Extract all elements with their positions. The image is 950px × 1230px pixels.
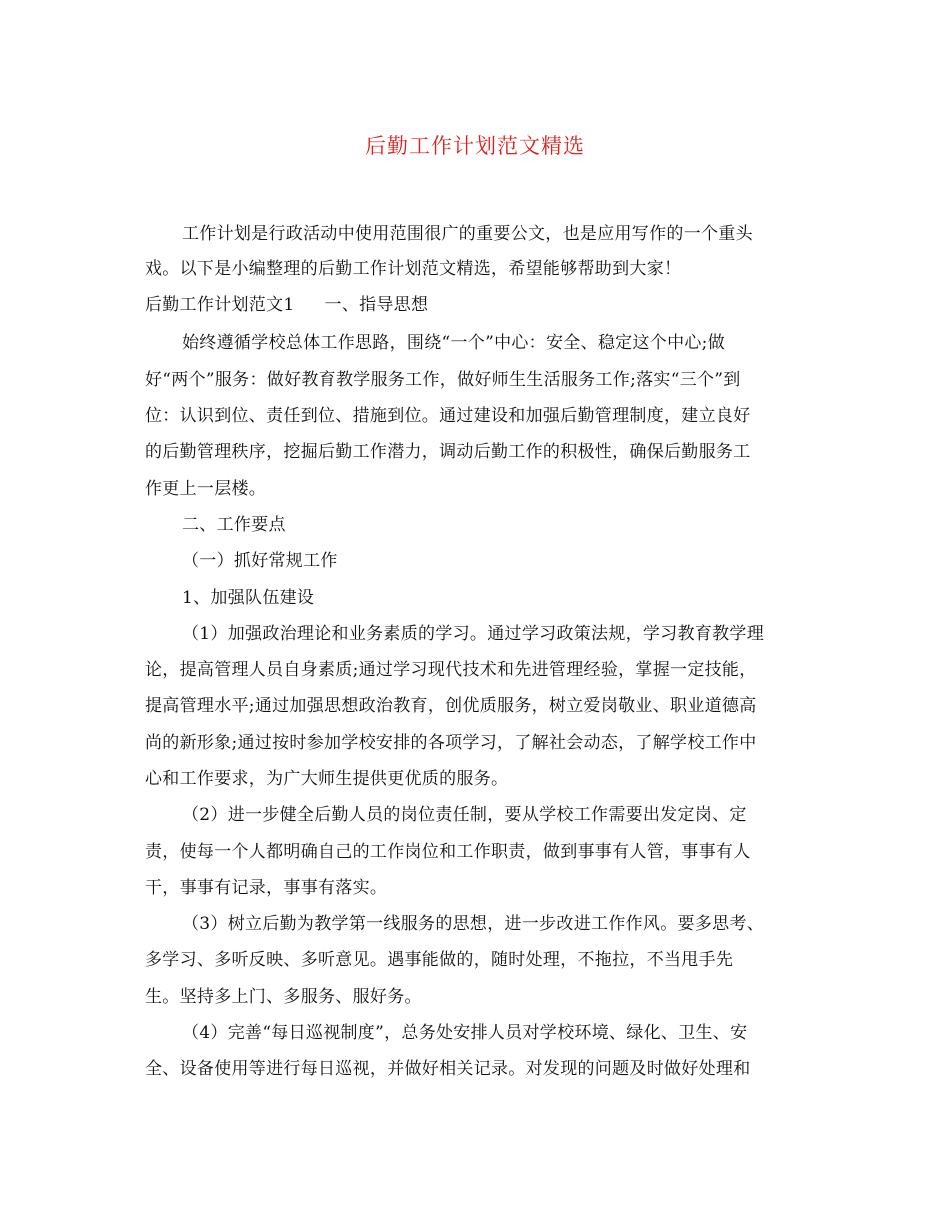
paragraph-line: 始终遵循学校总体工作思路，围绕“一个”中心：安全、稳定这个中心;做 — [182, 333, 726, 353]
paragraph-line: 尚的新形象;通过按时参加学校安排的各项学习，了解社会动态，了解学校工作中 — [145, 733, 757, 753]
paragraph-line: 作更上一层楼。 — [145, 479, 267, 499]
paragraph-line: （3）树立后勤为教学第一线服务的思想，进一步改进工作作风。要多思考、 — [182, 914, 765, 934]
paragraph-line: 多学习、多听反映、多听意见。遇事能做的，随时处理，不拖拉，不当甩手先 — [145, 950, 734, 970]
paragraph-line: 位：认识到位、责任到位、措施到位。通过建设和加强后勤管理制度，建立良好 — [145, 406, 751, 426]
section-heading: 二、工作要点 — [182, 515, 286, 535]
paragraph-line: 生。坚持多上门、多服务、服好务。 — [145, 987, 422, 1007]
paragraph-line: 提高管理水平;通过加强思想政治教育，创优质服务，树立爱岗敬业、职业道德高 — [145, 696, 757, 716]
paragraph-line: 好“两个”服务：做好教育教学服务工作，做好师生生活服务工作;落实“三个”到 — [145, 370, 741, 390]
subsection-heading: （一）抓好常规工作 — [182, 551, 338, 571]
plan-heading: 后勤工作计划范文1 — [145, 295, 295, 315]
paragraph-line: 责，使每一个人都明确自己的工作岗位和工作职责，做到事事有人管，事事有人 — [145, 842, 751, 862]
paragraph-line: 论，提高管理人员自身素质;通过学习现代技术和先进管理经验，掌握一定技能， — [145, 660, 757, 680]
paragraph-line: 心和工作要求，为广大师生提供更优质的服务。 — [145, 769, 509, 789]
paragraph-line: （1）加强政治理论和业务素质的学习。通过学习政策法规，学习教育教学理 — [182, 624, 765, 644]
paragraph-line: （2）进一步健全后勤人员的岗位责任制，要从学校工作需要出发定岗、定 — [182, 805, 747, 825]
guiding-thought-heading: 一、指导思想 — [324, 295, 429, 315]
paragraph-line: 全、设备使用等进行每日巡视，并做好相关记录。对发现的问题及时做好处理和 — [145, 1059, 751, 1079]
section-heading-line — [145, 293, 428, 317]
intro-line-1: 工作计划是行政活动中使用范围很广的重要公文，也是应用写作的一个重头 — [182, 224, 753, 244]
paragraph-line: 干，事事有记录，事事有落实。 — [145, 878, 388, 898]
intro-line-2: 戏。以下是小编整理的后勤工作计划范文精选，希望能够帮助到大家！ — [145, 259, 682, 279]
paragraph-line: （4）完善“每日巡视制度”，总务处安排人员对学校环境、绿化、卫生、安 — [182, 1023, 748, 1043]
item-heading: 1、加强队伍建设 — [182, 588, 315, 608]
document-title: 后勤工作计划范文精选 — [365, 134, 585, 158]
paragraph-line: 的后勤管理秩序，挖掘后勤工作潜力，调动后勤工作的积极性，确保后勤服务工 — [145, 442, 751, 462]
